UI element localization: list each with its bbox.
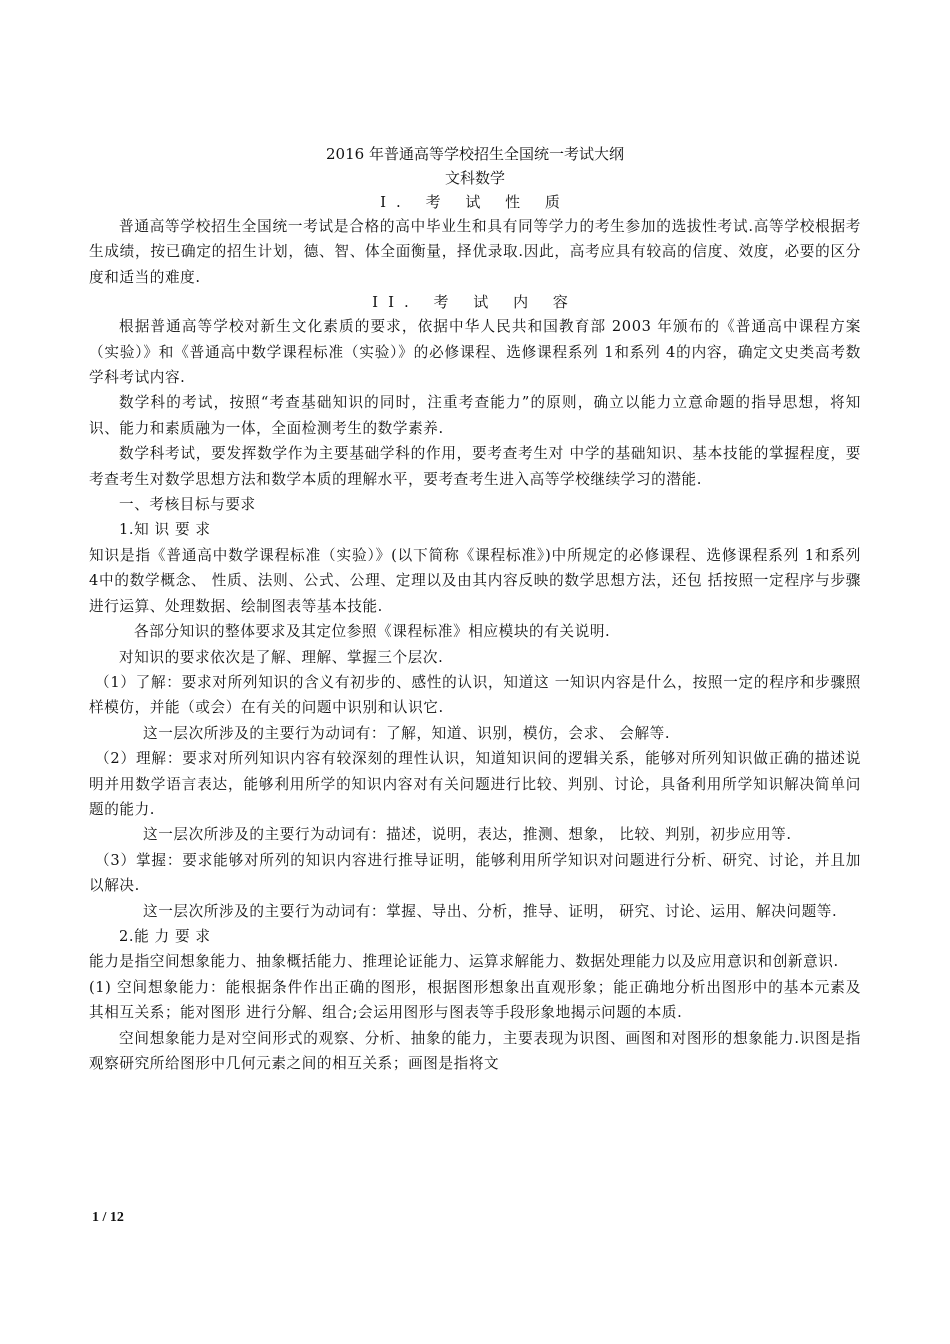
paragraph: 空间想象能力是对空间形式的观察、分析、抽象的能力，主要表现为识图、画图和对图形的想象能力.识图是指观察研究所给图形中几何元素之间的相互关系；画图是指将文: [89, 1029, 861, 1072]
paragraph: 各部分知识的整体要求及其定位参照《课程标准》相应模块的有关说明.: [134, 623, 611, 641]
paragraph: 能力是指空间想象能力、抽象概括能力、推理论证能力、运算求解能力、数据处理能力以及应用意识和创新意识.: [89, 953, 839, 971]
subheading: 1.知 识 要 求: [119, 521, 211, 539]
page-number: 1 / 12: [92, 1210, 124, 1225]
paragraph: （2）理解：要求对所列知识内容有较深刻的理性认识，知道知识间的逻辑关系，能够对所列知识做正确的描述说明并用数学语言表达，能够利用所学的知识内容对有关问题进行比较、判别、讨论，具备利用所学知识解决简单问题的能力.: [89, 750, 861, 818]
paragraph: 普通高等学校招生全国统一考试是合格的高中毕业生和具有同等学力的考生参加的选拔性考试.高等学校根据考生成绩，按已确定的招生计划，德、智、体全面衡量，择优录取.因此，高考应具有较高的信度、效度，必要的区分度和适当的难度.: [89, 218, 861, 286]
paragraph: 这一层次所涉及的主要行为动词有：描述，说明，表达，推测、想象， 比较、判别，初步应用等.: [143, 826, 792, 844]
paragraph: 这一层次所涉及的主要行为动词有：掌握、导出、分析，推导、证明， 研究、讨论、运用、解决问题等.: [143, 902, 838, 920]
paragraph: （1）了解：要求对所列知识的含义有初步的、感性的认识，知道这 一知识内容是什么，按照一定的程序和步骤照样模仿，并能（或会）在有关的问题中识别和认识它.: [89, 673, 861, 717]
document-subtitle: 文科数学: [444, 169, 505, 187]
subheading: 一、考核目标与要求: [119, 496, 256, 514]
section-heading-1: I. 考 试 性 质: [380, 193, 570, 211]
paragraph: 对知识的要求依次是了解、理解、掌握三个层次.: [119, 648, 444, 666]
paragraph: （3）掌握：要求能够对所列的知识内容进行推导证明，能够利用所学知识对问题进行分析、研究、讨论，并且加以解决.: [89, 851, 861, 895]
subheading: 2.能 力 要 求: [119, 927, 211, 945]
section-heading-2: II. 考 试 内 容: [372, 293, 578, 312]
paragraph: 知识是指《普通高中数学课程标准（实验）》(以下简称《课程标准》)中所规定的必修课程、选修课程系列 1和系列 4中的数学概念、 性质、法则、公式、公理、定理以及由其内容反映的数学思想方法，还包 括按照一定程序与步骤进行运算、处理数据、绘制图表等基本技能.: [89, 546, 861, 615]
paragraph: (1) 空间想象能力：能根据条件作出正确的图形，根据图形想象出直观形象；能正确地分析出图形中的基本元素及其相互关系；能对图形 进行分解、组合;会运用图形与图表等手段形象地揭示问题的本质.: [89, 978, 861, 1022]
paragraph: 数学科考试，要发挥数学作为主要基础学科的作用，要考查考生对 中学的基础知识、基本技能的掌握程度，要考查考生对数学思想方法和数学本质的理解水平，要考查考生进入高等学校继续学习的潜能.: [89, 445, 861, 488]
paragraph: 这一层次所涉及的主要行为动词有：了解，知道、识别，模仿，会求、 会解等.: [143, 724, 671, 742]
document-body: [89, 142, 861, 1076]
document-title: 2016 年普通高等学校招生全国统一考试大纲: [326, 145, 624, 163]
paragraph: 根据普通高等学校对新生文化素质的要求，依据中华人民共和国教育部 2003 年颁布的《普通高中课程方案（实验）》和《普通高中数学课程标准（实验）》的必修课程、选修课程系列 1和系列 4的内容，确定文史类高考数学科考试内容.: [89, 318, 861, 387]
paragraph: 数学科的考试，按照“考查基础知识的同时，注重考查能力”的原则，确立以能力立意命题的指导思想，将知识、能力和素质融为一体，全面检测考生的数学素养.: [89, 394, 861, 437]
